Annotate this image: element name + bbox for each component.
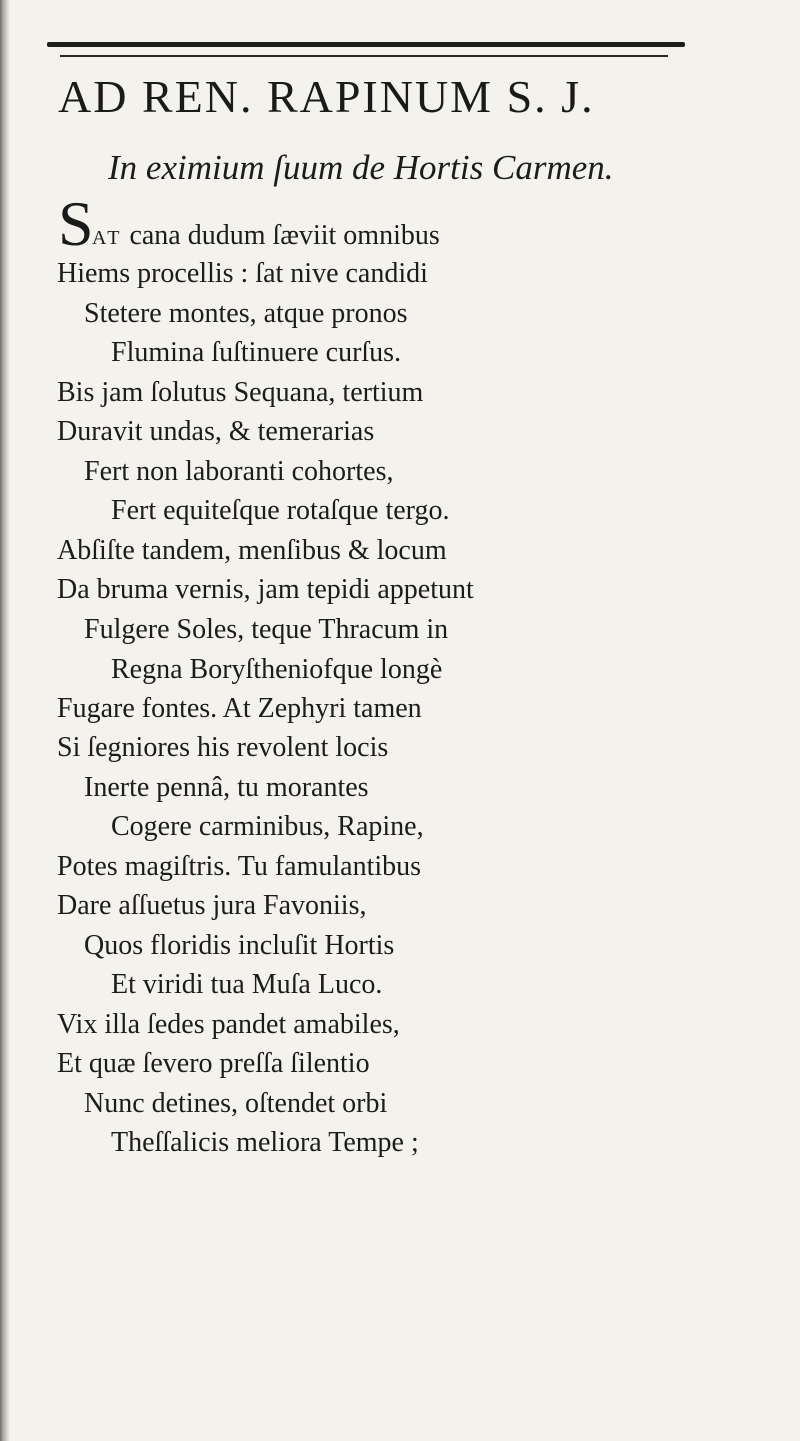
header-rule-thick — [47, 42, 685, 47]
poem-line: Dare aſſuetus jura Favoniis, — [57, 890, 367, 921]
poem-line: Et quæ ſevero preſſa ſilentio — [57, 1048, 370, 1079]
poem-line: Nunc detines, oſtendet orbi — [84, 1088, 388, 1119]
poem-line: Vix illa ſedes pandet amabiles, — [57, 1009, 400, 1040]
first-line-text: cana dudum ſæviit omnibus — [122, 220, 440, 251]
page-title: AD REN. RAPINUM S. J. — [58, 71, 595, 122]
header-rule-thin — [60, 55, 668, 57]
poem-line: Fulgere Soles, teque Thracum in — [84, 614, 449, 645]
poem-line: Fert equiteſque rotaſque tergo. — [111, 495, 450, 526]
first-line-smallcaps: AT — [92, 227, 123, 249]
poem-line: Stetere montes, atque pronos — [84, 298, 408, 329]
poem-line: Da bruma vernis, jam tepidi appetunt — [57, 574, 474, 605]
poem-line: Si ſegniores his revolent locis — [57, 732, 389, 763]
poem-line: Theſſalicis meliora Tempe ; — [111, 1127, 419, 1158]
poem-line: Duravit undas, & temerarias — [57, 416, 375, 447]
poem-line-1 — [92, 222, 440, 250]
poem-line: Regna Boryſtheniofque longè — [111, 654, 443, 685]
poem-line: Et viridi tua Muſa Luco. — [111, 969, 383, 1000]
poem-line: Fert non laboranti cohortes, — [84, 456, 394, 487]
poem-line: Fugare fontes. At Zephyri tamen — [57, 693, 422, 724]
poem-line: Quos floridis incluſit Hortis — [84, 930, 395, 961]
poem-line: Cogere carminibus, Rapine, — [111, 811, 424, 842]
page-edge-shadow — [0, 0, 10, 1441]
poem-line: Hiems procellis : ſat nive candidi — [57, 258, 428, 289]
poem-line: Bis jam ſolutus Sequana, tertium — [57, 377, 424, 408]
poem-line: Flumina ſuſtinuere curſus. — [111, 337, 402, 368]
poem-subtitle: In eximium ſuum de Hortis Carmen. — [108, 148, 614, 187]
poem-line: Potes magiſtris. Tu famulantibus — [57, 851, 422, 882]
drop-cap: S — [58, 188, 94, 259]
poem-line: Abſiſte tandem, menſibus & locum — [57, 535, 447, 566]
poem-line: Inerte pennâ, tu morantes — [84, 772, 369, 803]
